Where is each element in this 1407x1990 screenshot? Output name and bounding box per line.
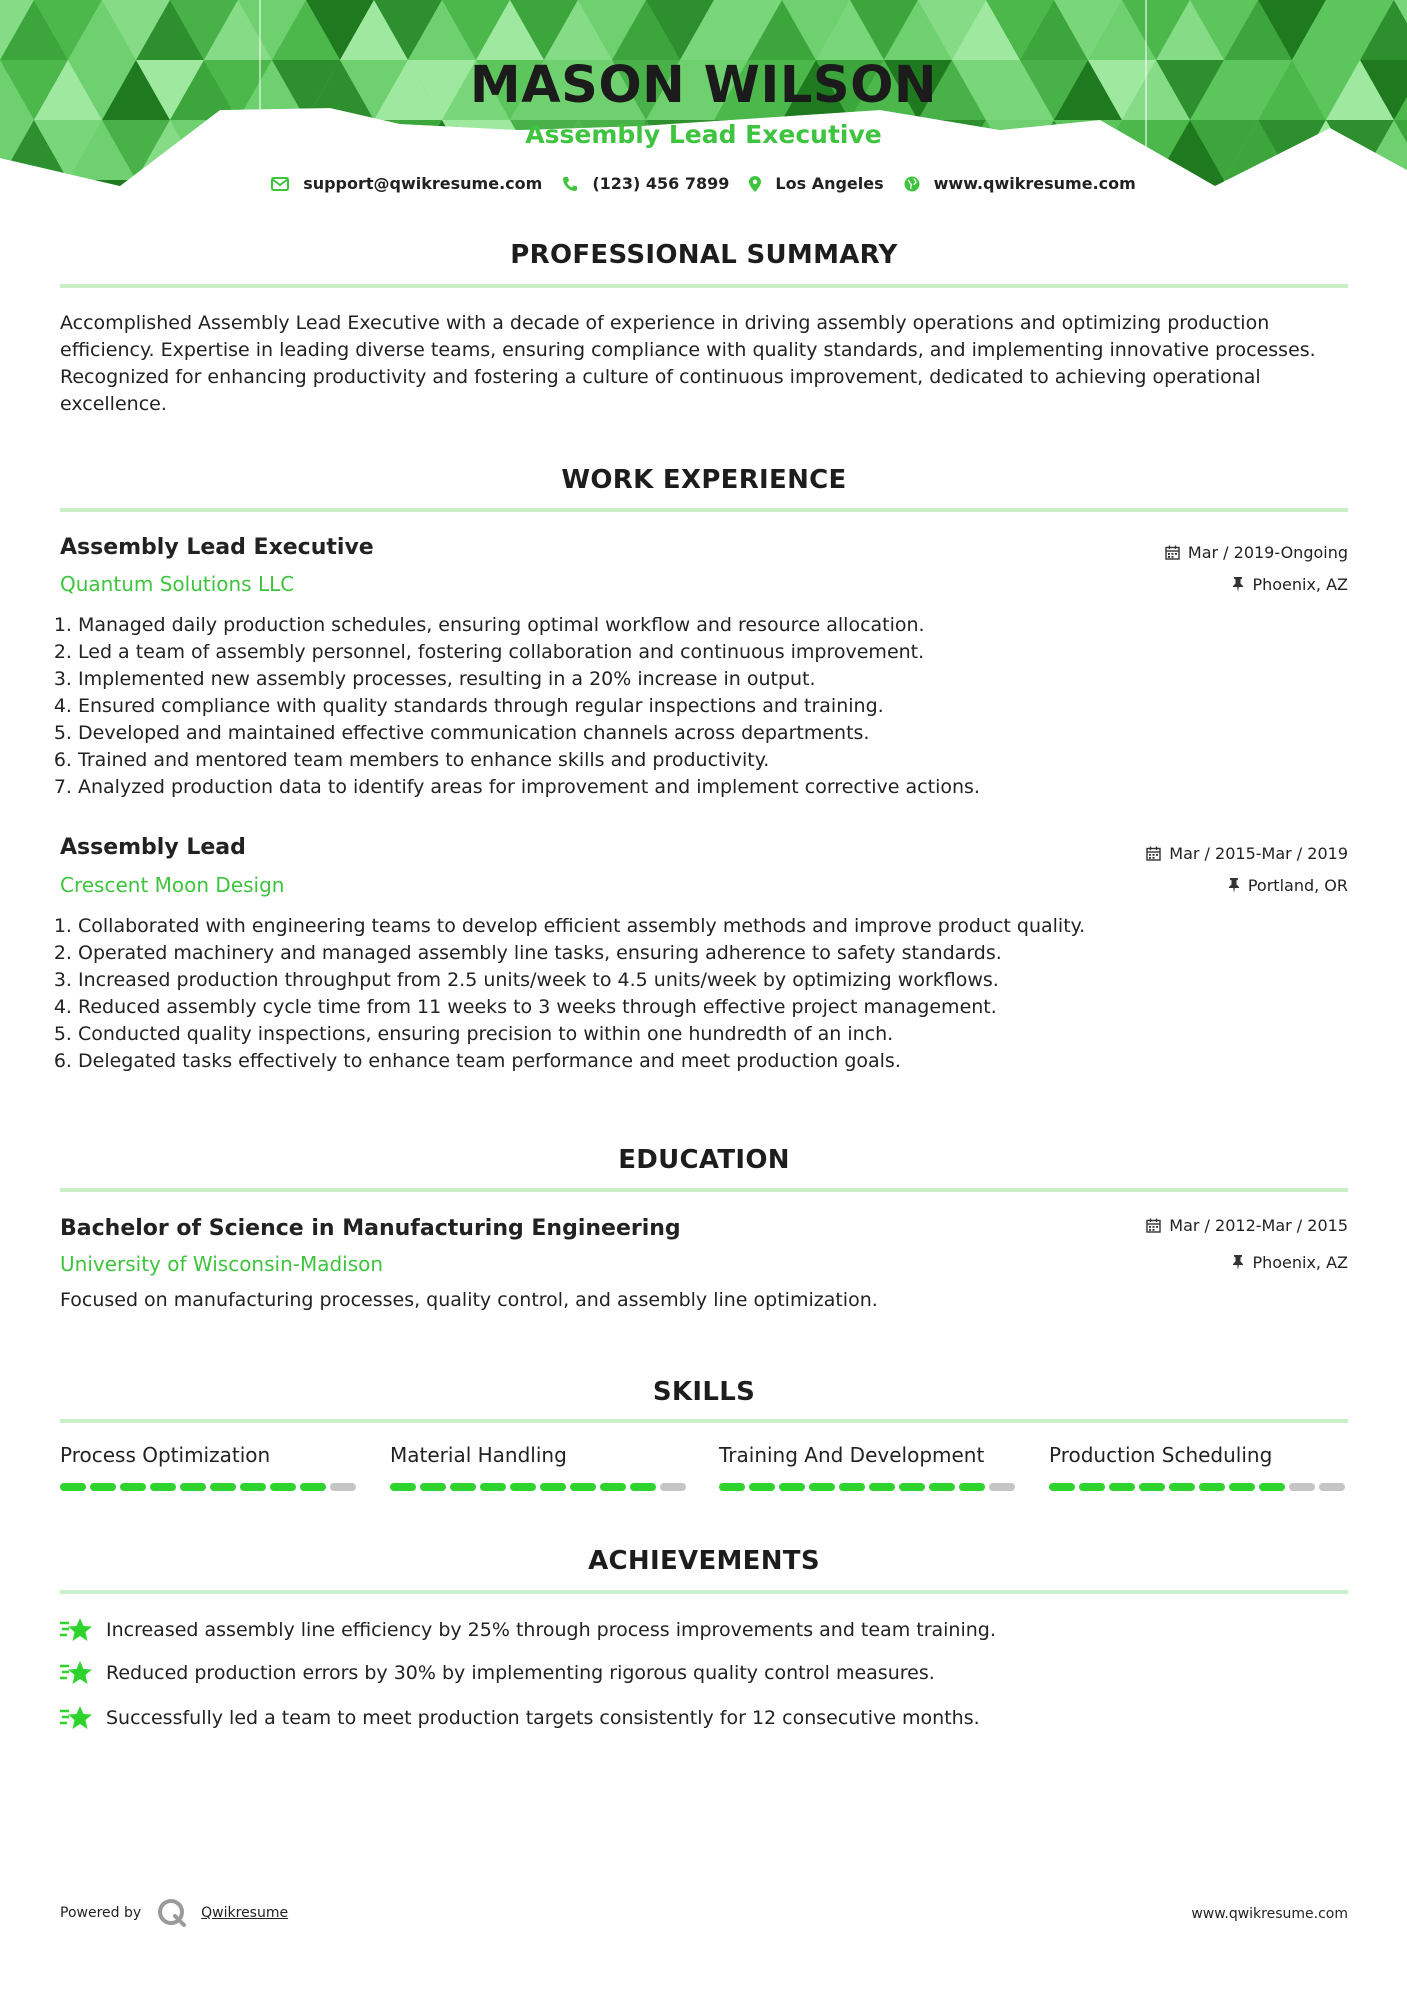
contact-location	[749, 174, 883, 193]
qwikresume-logo-icon	[157, 1898, 187, 1928]
skill-segment	[779, 1483, 805, 1491]
list-item: 5. Conducted quality inspections, ensuring precision to within one hundredth of an inch.	[78, 1021, 1368, 1048]
job-dates	[1146, 844, 1348, 863]
email-text: support@qwikresume.com	[303, 174, 543, 193]
skill-segment	[989, 1483, 1015, 1491]
calendar-icon	[1146, 1218, 1161, 1233]
skill-level-bar	[390, 1483, 690, 1491]
pushpin-icon	[1232, 1255, 1244, 1270]
skill-segment	[749, 1483, 775, 1491]
envelope-icon	[271, 177, 289, 191]
list-item: 5. Developed and maintained effective communication channels across departments.	[78, 720, 1368, 747]
skill-item	[390, 1443, 690, 1467]
job-company: Crescent Moon Design	[60, 873, 285, 897]
skill-segment	[600, 1483, 626, 1491]
list-item: 6. Delegated tasks effectively to enhance team performance and meet production goals.	[78, 1048, 1368, 1075]
school-name: University of Wisconsin-Madison	[60, 1252, 384, 1276]
contact-website[interactable]	[904, 174, 1136, 193]
education-heading: EDUCATION	[618, 1145, 790, 1175]
job-dates-text: Mar / 2015-Mar / 2019	[1169, 844, 1348, 863]
list-item: 1. Collaborated with engineering teams to develop efficient assembly methods and improve product quality.	[78, 913, 1368, 940]
job-dates-text: Mar / 2019-Ongoing	[1187, 543, 1348, 562]
skill-name: Training And Development	[719, 1443, 985, 1467]
education-location-text: Phoenix, AZ	[1252, 1253, 1348, 1272]
phone-text: (123) 456 7899	[592, 174, 730, 193]
footer-powered-by	[60, 1898, 288, 1928]
website-text: www.qwikresume.com	[933, 174, 1136, 193]
skill-segment	[630, 1483, 656, 1491]
skill-segment	[1109, 1483, 1135, 1491]
skill-segment	[480, 1483, 506, 1491]
job-title: Assembly Lead Executive	[60, 535, 374, 560]
skill-segment	[839, 1483, 865, 1491]
achievements-heading: ACHIEVEMENTS	[588, 1546, 820, 1576]
star-icon	[60, 1704, 94, 1732]
star-icon	[60, 1659, 94, 1687]
skill-segment	[1199, 1483, 1225, 1491]
list-item: 3. Implemented new assembly processes, resulting in a 20% increase in output.	[78, 666, 1368, 693]
job-location-text: Phoenix, AZ	[1252, 575, 1348, 594]
skill-level-bar	[719, 1483, 1019, 1491]
skill-segment	[1079, 1483, 1105, 1491]
skills-heading: SKILLS	[652, 1377, 756, 1407]
education-location	[1232, 1253, 1348, 1272]
candidate-title: Assembly Lead Executive	[525, 120, 882, 149]
pushpin-icon	[1228, 878, 1240, 893]
skill-segment	[270, 1483, 296, 1491]
skill-segment	[899, 1483, 925, 1491]
skill-segment	[120, 1483, 146, 1491]
list-item: 6. Trained and mentored team members to enhance skills and productivity.	[78, 747, 1368, 774]
skill-segment	[210, 1483, 236, 1491]
experience-divider	[60, 508, 1348, 512]
skill-segment	[1259, 1483, 1285, 1491]
education-description: Focused on manufacturing processes, quality control, and assembly line optimization.	[60, 1289, 878, 1311]
summary-text: Accomplished Assembly Lead Executive with a decade of experience in driving assembly operations and optimizing production efficiency. Expertise in leading diverse teams, ensuring compliance with quality standards, and implementing innovative processes. Recognized for enhancing productivity and fostering a culture of continuous improvement, dedicated to achieving operational excellence.	[60, 312, 1316, 415]
skill-segment	[1289, 1483, 1315, 1491]
skill-segment	[719, 1483, 745, 1491]
skill-segment	[90, 1483, 116, 1491]
skill-segment	[1139, 1483, 1165, 1491]
job-duties-list	[60, 913, 1368, 1075]
list-item: 7. Analyzed production data to identify areas for improvement and implement corrective actions.	[78, 774, 1368, 801]
list-item: 3. Increased production throughput from 2.5 units/week to 4.5 units/week by optimizing workflows.	[78, 967, 1368, 994]
skill-level-bar	[1049, 1483, 1349, 1491]
contact-bar	[0, 174, 1407, 193]
skill-level-bar	[60, 1483, 360, 1491]
job-company: Quantum Solutions LLC	[60, 572, 295, 596]
achievement-item	[60, 1659, 1350, 1687]
job-dates	[1165, 543, 1348, 562]
contact-email[interactable]	[271, 174, 542, 193]
achievement-text: Reduced production errors by 30% by implementing rigorous quality control measures.	[106, 1662, 935, 1684]
location-text: Los Angeles	[775, 174, 884, 193]
achievement-text: Successfully led a team to meet production targets consistently for 12 consecutive months.	[106, 1707, 980, 1729]
pushpin-icon	[1232, 577, 1244, 592]
skill-segment	[240, 1483, 266, 1491]
experience-heading: WORK EXPERIENCE	[561, 465, 847, 495]
footer-website[interactable]: www.qwikresume.com	[1191, 1906, 1348, 1922]
skill-segment	[959, 1483, 985, 1491]
job-location	[1228, 876, 1348, 895]
skill-item	[60, 1443, 360, 1467]
skill-item	[1049, 1443, 1349, 1467]
education-dates	[1146, 1216, 1348, 1235]
powered-by-label: Powered by	[60, 1905, 142, 1921]
skill-segment	[1319, 1483, 1345, 1491]
skill-segment	[1049, 1483, 1075, 1491]
achievement-item	[60, 1704, 1350, 1732]
skill-segment	[390, 1483, 416, 1491]
skill-segment	[660, 1483, 686, 1491]
skill-segment	[510, 1483, 536, 1491]
brand-link[interactable]: Qwikresume	[201, 1905, 289, 1921]
summary-heading: PROFESSIONAL SUMMARY	[510, 240, 898, 270]
achievements-divider	[60, 1590, 1348, 1594]
globe-icon	[904, 176, 920, 192]
contact-phone[interactable]	[562, 174, 729, 193]
map-pin-icon	[749, 176, 761, 192]
list-item: 4. Reduced assembly cycle time from 11 weeks to 3 weeks through effective project management.	[78, 994, 1368, 1021]
list-item: 2. Operated machinery and managed assembly line tasks, ensuring adherence to safety standards.	[78, 940, 1368, 967]
calendar-icon	[1165, 545, 1180, 560]
skill-name: Material Handling	[390, 1443, 567, 1467]
skill-segment	[1229, 1483, 1255, 1491]
list-item: 1. Managed daily production schedules, ensuring optimal workflow and resource allocation.	[78, 612, 1368, 639]
achievement-item	[60, 1616, 1350, 1644]
achievement-text: Increased assembly line efficiency by 25% through process improvements and team training.	[106, 1619, 996, 1641]
candidate-name: MASON WILSON	[469, 56, 938, 115]
summary-divider	[60, 284, 1348, 288]
education-divider	[60, 1188, 1348, 1192]
skill-item	[719, 1443, 1019, 1467]
skill-segment	[1169, 1483, 1195, 1491]
skill-name: Production Scheduling	[1049, 1443, 1273, 1467]
star-icon	[60, 1616, 94, 1644]
degree-title: Bachelor of Science in Manufacturing Engineering	[60, 1216, 681, 1241]
skill-segment	[869, 1483, 895, 1491]
skill-segment	[300, 1483, 326, 1491]
skill-segment	[420, 1483, 446, 1491]
skill-segment	[540, 1483, 566, 1491]
skill-segment	[450, 1483, 476, 1491]
skill-segment	[929, 1483, 955, 1491]
job-title: Assembly Lead	[60, 835, 246, 860]
skill-segment	[330, 1483, 356, 1491]
skill-segment	[809, 1483, 835, 1491]
skill-name: Process Optimization	[60, 1443, 271, 1467]
calendar-icon	[1146, 846, 1161, 861]
list-item: 4. Ensured compliance with quality standards through regular inspections and training.	[78, 693, 1368, 720]
education-dates-text: Mar / 2012-Mar / 2015	[1169, 1216, 1348, 1235]
skill-segment	[570, 1483, 596, 1491]
job-duties-list	[60, 612, 1368, 801]
skill-segment	[180, 1483, 206, 1491]
job-location-text: Portland, OR	[1247, 876, 1348, 895]
skills-divider	[60, 1419, 1348, 1423]
phone-icon	[562, 176, 578, 192]
skill-segment	[60, 1483, 86, 1491]
job-location	[1232, 575, 1348, 594]
list-item: 2. Led a team of assembly personnel, fostering collaboration and continuous improvement.	[78, 639, 1368, 666]
skill-segment	[150, 1483, 176, 1491]
